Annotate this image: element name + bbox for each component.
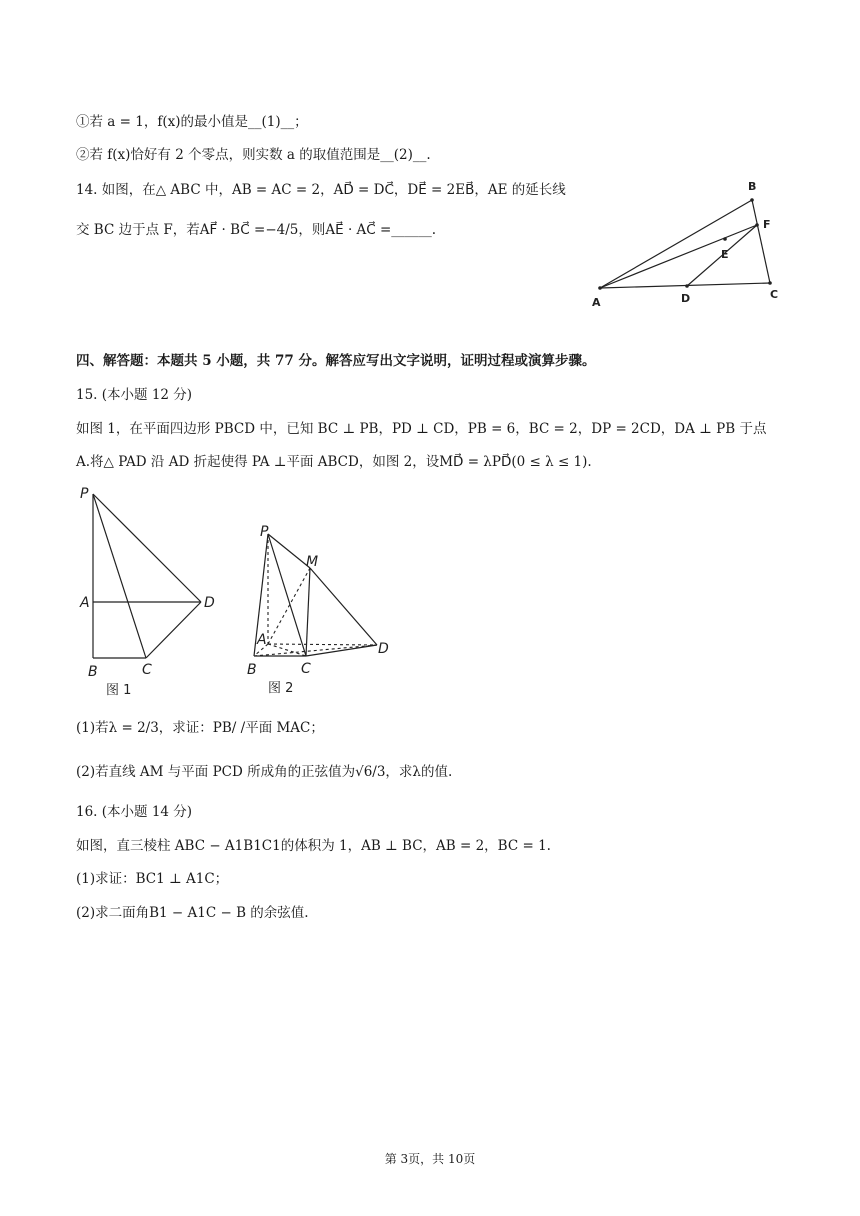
fig2-label-a: A [257, 632, 267, 648]
section-heading: 四、解答题：本题共 5 小题，共 77 分。解答应写出文字说明，证明过程或演算步骤。 [76, 353, 596, 369]
q16-sub2: (2)求二面角B1 − A1C − B 的余弦值. [76, 905, 309, 921]
q16-header: 16. (本小题 14 分) [76, 804, 193, 820]
q15-sub1: (1)若λ = 2/3，求证：PB/ /平面 MAC； [76, 720, 324, 736]
q15-sub2: (2)若直线 AM 与平面 PCD 所成角的正弦值为√6/3，求λ的值. [76, 764, 453, 780]
q14-label-d: D [681, 292, 691, 305]
q15-header: 15. (本小题 12 分) [76, 387, 193, 403]
q14-line2: 交 BC 边于点 F，若AF⃗ · BC⃗ =−4/5，则AE⃗ · AC⃗ =______. [76, 222, 437, 238]
q14-line1: 14. 如图，在△ ABC 中，AB = AC = 2，AD⃗ = DC⃗，DE⃗ = 2EB⃗，AE 的延长线 [76, 182, 566, 198]
q14-label-c: C [770, 288, 779, 301]
fig2-label-d: D [378, 641, 389, 657]
q14-label-e: E [721, 248, 729, 261]
q15-line1: 如图 1，在平面四边形 PBCD 中，已知 BC ⊥ PB，PD ⊥ CD，PB = 6，BC = 2，DP = 2CD，DA ⊥ PB 于点 [76, 421, 767, 437]
fig2-label-p: P [260, 524, 269, 540]
fig1-label-a: A [80, 595, 90, 611]
q16-line1: 如图，直三棱柱 ABC − A1B1C1的体积为 1，AB ⊥ BC，AB = 2，BC = 1. [76, 838, 551, 854]
q14-triangle-figure [580, 178, 790, 310]
fig1-label-c: C [142, 662, 152, 678]
page-footer: 第 3页，共 10页 [384, 1152, 476, 1166]
fig1-label-b: B [88, 664, 98, 680]
q14-label-f: F [763, 218, 771, 231]
fig1-label-p: P [80, 486, 89, 502]
fig1-caption: 图 1 [106, 683, 132, 698]
q13-part2: ②若 f(x)恰好有 2 个零点，则实数 a 的取值范围是__(2)__. [76, 147, 431, 163]
q15-figure1 [76, 484, 236, 704]
q15-line2: A.将△ PAD 沿 AD 折起使得 PA ⊥平面 ABCD，如图 2，设MD⃗ = λPD⃗(0 ≤ λ ≤ 1). [76, 454, 592, 470]
fig1-label-d: D [204, 595, 215, 611]
q14-label-b: B [748, 180, 757, 193]
fig2-label-c: C [301, 661, 311, 677]
q13-part1: ①若 a = 1，f(x)的最小值是__(1)__； [76, 114, 308, 130]
q14-label-a: A [592, 296, 601, 309]
fig2-caption: 图 2 [268, 681, 294, 696]
fig2-label-b: B [247, 662, 257, 678]
fig2-label-m: M [306, 554, 319, 570]
q15-figure2 [240, 520, 400, 700]
q16-sub1: (1)求证：BC1 ⊥ A1C； [76, 871, 229, 887]
